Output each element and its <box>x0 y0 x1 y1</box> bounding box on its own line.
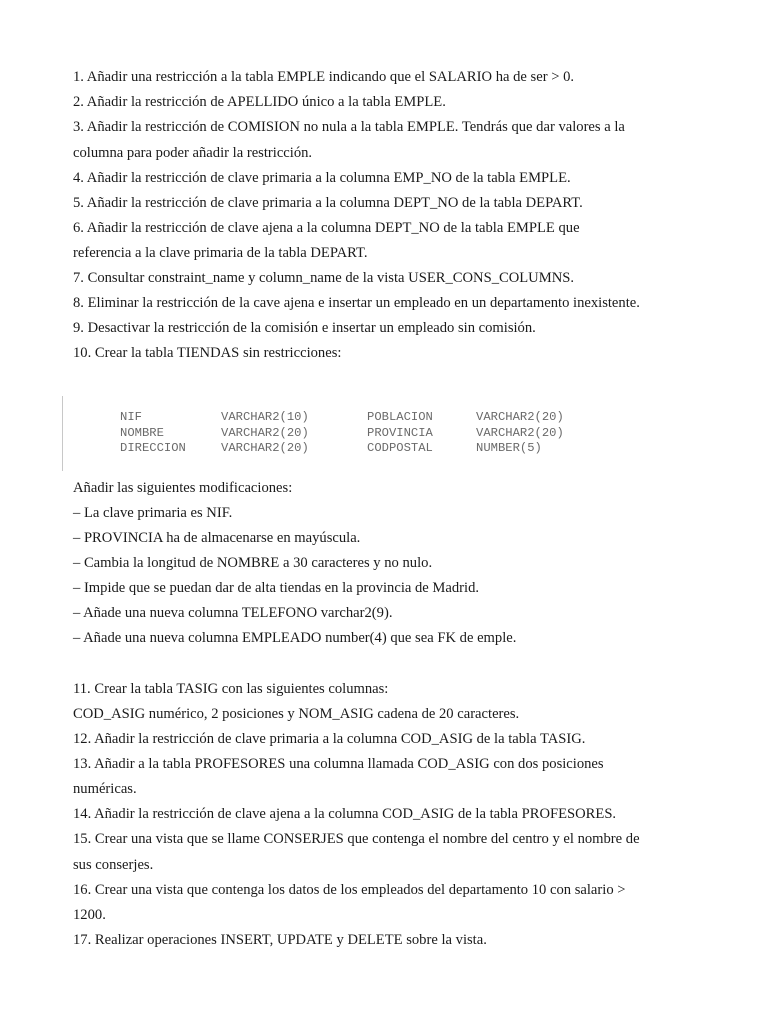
exercise-line: 5. Añadir la restricción de clave primaria a la columna DEPT_NO de la tabla DEPART. <box>73 195 583 211</box>
exercise-line: 4. Añadir la restricción de clave primaria a la columna EMP_NO de la tabla EMPLE. <box>73 170 571 186</box>
exercise-line: 16. Crear una vista que contenga los datos de los empleados del departamento 10 con salario > <box>73 882 626 898</box>
column-type: VARCHAR2(20) <box>221 425 309 440</box>
exercise-line: 15. Crear una vista que se llame CONSERJES que contenga el nombre del centro y el nombre de <box>73 831 640 847</box>
code-row <box>120 410 596 426</box>
code-row <box>120 441 596 457</box>
code-block-tiendas <box>62 396 703 471</box>
modification-item: – Añade una nueva columna TELEFONO varchar2(9). <box>73 605 393 621</box>
exercise-line: 17. Realizar operaciones INSERT, UPDATE y DELETE sobre la vista. <box>73 932 487 948</box>
modification-item: – Impide que se puedan dar de alta tiendas en la provincia de Madrid. <box>73 580 480 596</box>
column-name: CODPOSTAL <box>367 441 433 455</box>
column-type: NUMBER(5) <box>476 441 542 455</box>
exercise-line: sus conserjes. <box>73 857 154 873</box>
column-type: VARCHAR2(20) <box>476 425 564 440</box>
exercise-line: 1200. <box>73 907 106 923</box>
exercise-line: COD_ASIG numérico, 2 posiciones y NOM_ASIG cadena de 20 caracteres. <box>73 706 520 722</box>
column-name: DIRECCION <box>120 441 186 455</box>
tiendas-columns-table <box>120 410 596 457</box>
column-type: VARCHAR2(20) <box>476 410 564 424</box>
exercise-line: columna para poder añadir la restricción. <box>73 145 313 161</box>
exercise-line: 3. Añadir la restricción de COMISION no nula a la tabla EMPLE. Tendrás que dar valores a la <box>73 119 625 135</box>
modifications-heading: Añadir las siguientes modificaciones: <box>73 480 293 496</box>
modification-item: – PROVINCIA ha de almacenarse en mayúscula. <box>73 530 361 546</box>
column-name: NIF <box>120 410 142 424</box>
exercise-line: 9. Desactivar la restricción de la comisión e insertar un empleado sin comisión. <box>73 320 536 336</box>
column-name: PROVINCIA <box>367 425 433 440</box>
exercise-line: 1. Añadir una restricción a la tabla EMPLE indicando que el SALARIO ha de ser > 0. <box>73 69 575 85</box>
modification-item: – Añade una nueva columna EMPLEADO number(4) que sea FK de emple. <box>73 630 517 646</box>
column-name: NOMBRE <box>120 425 164 440</box>
column-name: POBLACION <box>367 410 433 424</box>
exercise-line: referencia a la clave primaria de la tabla DEPART. <box>73 245 368 261</box>
exercise-line: 12. Añadir la restricción de clave primaria a la columna COD_ASIG de la tabla TASIG. <box>73 731 586 747</box>
exercise-line: 10. Crear la tabla TIENDAS sin restricciones: <box>73 345 342 361</box>
exercise-line: 6. Añadir la restricción de clave ajena a la columna DEPT_NO de la tabla EMPLE que <box>73 220 580 236</box>
column-type: VARCHAR2(20) <box>221 441 309 455</box>
exercise-line: 7. Consultar constraint_name y column_name de la vista USER_CONS_COLUMNS. <box>73 270 575 286</box>
exercise-line: 13. Añadir a la tabla PROFESORES una columna llamada COD_ASIG con dos posiciones <box>73 756 604 772</box>
exercise-line: 14. Añadir la restricción de clave ajena a la columna COD_ASIG de la tabla PROFESORES. <box>73 806 617 822</box>
modification-item: – Cambia la longitud de NOMBRE a 30 caracteres y no nulo. <box>73 555 433 571</box>
column-type: VARCHAR2(10) <box>221 410 309 424</box>
code-row <box>120 426 596 442</box>
exercise-line: numéricas. <box>73 781 137 797</box>
modification-item: – La clave primaria es NIF. <box>73 505 233 521</box>
exercise-line: 2. Añadir la restricción de APELLIDO único a la tabla EMPLE. <box>73 94 446 110</box>
exercise-line: 8. Eliminar la restricción de la cave ajena e insertar un empleado en un departamento inexistente. <box>73 295 640 311</box>
exercise-line: 11. Crear la tabla TASIG con las siguientes columnas: <box>73 681 389 697</box>
